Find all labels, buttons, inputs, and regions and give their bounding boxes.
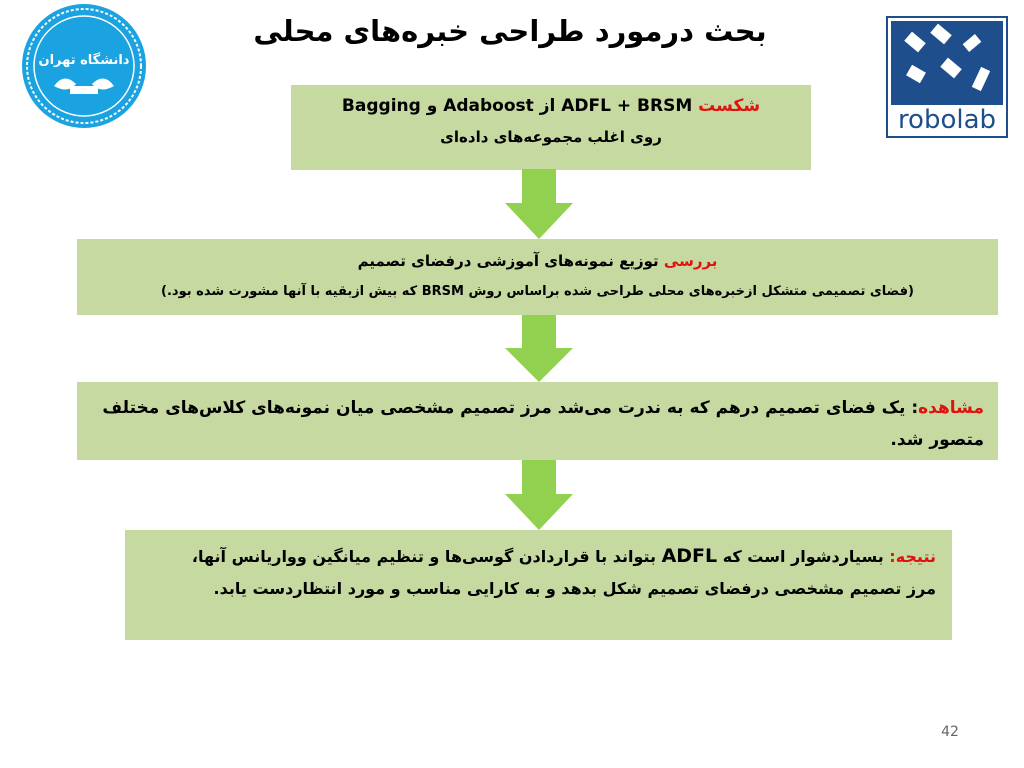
slide-title: بحث درمورد طراحی خبره‌های محلی [253,14,767,48]
down-arrow-icon [499,460,579,530]
conclusion-line-1-post: بتواند با قراردادن گوسی‌ها و تنظیم میانگین وواریانس آنها، [191,547,662,566]
failure-line-2: روی اغلب مجموعه‌های داده‌ای [440,128,662,146]
failure-line-1-text: ADFL + BRSM از Adaboost و Bagging [341,96,693,116]
conclusion-highlight: نتیجه: [889,547,936,566]
failure-line-1 [291,93,811,119]
down-arrow-icon [499,169,579,239]
university-of-tehran-logo [20,2,148,130]
observation-rest: : یک فضای تصمیم درهم که به ندرت می‌شد مرز تصمیم مشخصی میان نمونه‌های کلاس‌های مختلف متصور شد. [102,398,984,450]
observation-box [77,382,998,460]
conclusion-box [125,530,952,640]
failure-box [291,85,811,170]
robolab-logo-text: robolab [897,105,997,135]
review-highlight: بررسی [663,252,718,270]
review-box [77,239,998,315]
conclusion-adfl: ADFL [661,545,718,567]
conclusion-line-2: مرز تصمیم مشخصی درفضای تصمیم شکل بدهد و به کارایی مناسب و مورد انتظاردست یابد. [213,579,936,598]
page-number: 42 [941,724,959,740]
conclusion-line-1-pre: بسیاردشوار است که [717,547,890,566]
conclusion-line-1 [141,542,936,571]
observation-text [102,398,984,450]
university-logo-text: دانشگاه تهران [38,53,130,68]
down-arrow-icon [499,315,579,382]
observation-highlight: مشاهده [918,398,984,418]
review-line-1 [77,249,998,273]
robolab-logo [886,16,1008,138]
review-line-2: (فضای تصمیمی متشکل ازخبره‌های محلی طراحی شده براساس روش BRSM که بیش ازبقیه با آنها مشورت شده بود.) [161,284,914,299]
failure-highlight: شکست [698,96,761,116]
review-line-1-text: توزیع نمونه‌های آموزشی درفضای تصمیم [357,252,659,270]
